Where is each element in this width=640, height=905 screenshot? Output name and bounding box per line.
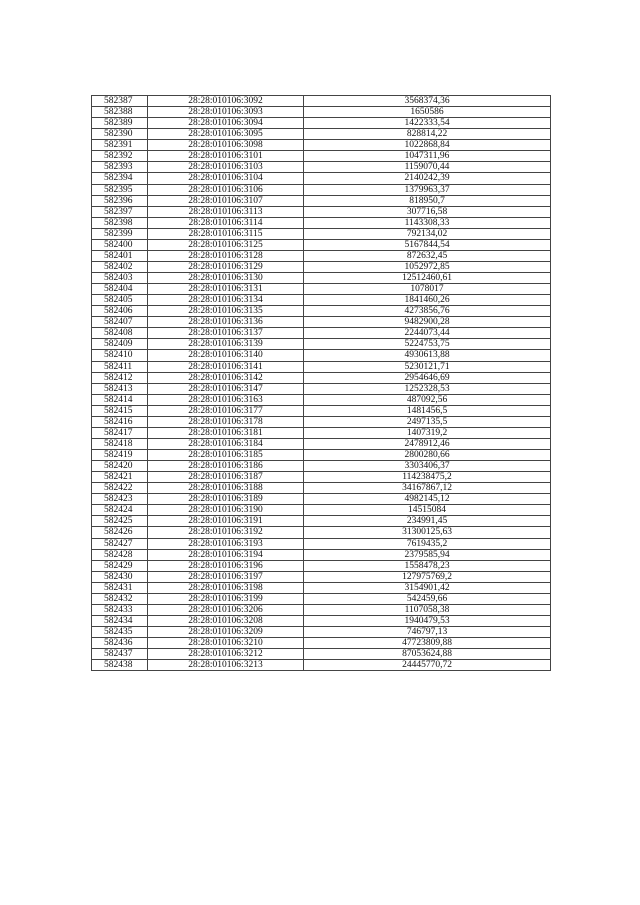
table-row <box>92 649 551 660</box>
cadastral-value-cell: 3154901,42 <box>304 582 551 593</box>
table-row <box>92 450 551 461</box>
cadastral-value-cell: 1481456,5 <box>304 405 551 416</box>
cadastral-value-cell: 4273856,76 <box>304 306 551 317</box>
cadastral-number-cell: 28:28:010106:3094 <box>148 118 304 129</box>
cadastral-value-cell: 3568374,36 <box>304 96 551 107</box>
row-number-cell: 582394 <box>92 173 148 184</box>
row-number-cell: 582406 <box>92 306 148 317</box>
cadastral-number-cell: 28:28:010106:3128 <box>148 250 304 261</box>
cadastral-value-cell: 12512460,61 <box>304 273 551 284</box>
table-row <box>92 638 551 649</box>
table-row <box>92 184 551 195</box>
row-number-cell: 582414 <box>92 394 148 405</box>
table-row <box>92 615 551 626</box>
table-row <box>92 516 551 527</box>
table-row <box>92 483 551 494</box>
cadastral-number-cell: 28:28:010106:3213 <box>148 660 304 671</box>
cadastral-number-cell: 28:28:010106:3194 <box>148 549 304 560</box>
cadastral-number-cell: 28:28:010106:3181 <box>148 427 304 438</box>
cadastral-number-cell: 28:28:010106:3142 <box>148 372 304 383</box>
row-number-cell: 582424 <box>92 505 148 516</box>
cadastral-number-cell: 28:28:010106:3101 <box>148 151 304 162</box>
row-number-cell: 582393 <box>92 162 148 173</box>
cadastral-number-cell: 28:28:010106:3191 <box>148 516 304 527</box>
table-row <box>92 571 551 582</box>
table-row <box>92 416 551 427</box>
row-number-cell: 582421 <box>92 472 148 483</box>
table-row <box>92 317 551 328</box>
cadastral-value-cell: 2140242,39 <box>304 173 551 184</box>
cadastral-value-cell: 542459,66 <box>304 593 551 604</box>
table-row <box>92 427 551 438</box>
row-number-cell: 582395 <box>92 184 148 195</box>
cadastral-number-cell: 28:28:010106:3113 <box>148 206 304 217</box>
cadastral-value-cell: 828814,22 <box>304 129 551 140</box>
row-number-cell: 582389 <box>92 118 148 129</box>
cadastral-value-cell: 14515084 <box>304 505 551 516</box>
row-number-cell: 582402 <box>92 261 148 272</box>
table-row <box>92 239 551 250</box>
row-number-cell: 582399 <box>92 228 148 239</box>
table-row <box>92 383 551 394</box>
cadastral-number-cell: 28:28:010106:3210 <box>148 638 304 649</box>
cadastral-value-cell: 746797,13 <box>304 627 551 638</box>
table-row <box>92 217 551 228</box>
cadastral-value-cell: 1841460,26 <box>304 295 551 306</box>
cadastral-number-cell: 28:28:010106:3212 <box>148 649 304 660</box>
cadastral-number-cell: 28:28:010106:3186 <box>148 461 304 472</box>
cadastral-value-cell: 1379963,37 <box>304 184 551 195</box>
cadastral-number-cell: 28:28:010106:3107 <box>148 195 304 206</box>
table-row <box>92 549 551 560</box>
table-row <box>92 284 551 295</box>
row-number-cell: 582416 <box>92 416 148 427</box>
row-number-cell: 582408 <box>92 328 148 339</box>
row-number-cell: 582404 <box>92 284 148 295</box>
cadastral-number-cell: 28:28:010106:3163 <box>148 394 304 405</box>
cadastral-number-cell: 28:28:010106:3106 <box>148 184 304 195</box>
cadastral-value-cell: 47723809,88 <box>304 638 551 649</box>
table-row <box>92 660 551 671</box>
row-number-cell: 582403 <box>92 273 148 284</box>
cadastral-number-cell: 28:28:010106:3178 <box>148 416 304 427</box>
row-number-cell: 582410 <box>92 350 148 361</box>
cadastral-number-cell: 28:28:010106:3103 <box>148 162 304 173</box>
cadastral-number-cell: 28:28:010106:3092 <box>148 96 304 107</box>
cadastral-number-cell: 28:28:010106:3208 <box>148 615 304 626</box>
row-number-cell: 582420 <box>92 461 148 472</box>
row-number-cell: 582417 <box>92 427 148 438</box>
cadastral-number-cell: 28:28:010106:3130 <box>148 273 304 284</box>
cadastral-value-cell: 1252328,53 <box>304 383 551 394</box>
row-number-cell: 582398 <box>92 217 148 228</box>
row-number-cell: 582438 <box>92 660 148 671</box>
cadastral-value-cell: 2478912,46 <box>304 438 551 449</box>
cadastral-number-cell: 28:28:010106:3136 <box>148 317 304 328</box>
row-number-cell: 582412 <box>92 372 148 383</box>
table-row <box>92 107 551 118</box>
cadastral-value-cell: 307716,58 <box>304 206 551 217</box>
cadastral-value-cell: 792134,02 <box>304 228 551 239</box>
row-number-cell: 582436 <box>92 638 148 649</box>
cadastral-number-cell: 28:28:010106:3187 <box>148 472 304 483</box>
cadastral-number-cell: 28:28:010106:3188 <box>148 483 304 494</box>
cadastral-value-cell: 2954646,69 <box>304 372 551 383</box>
cadastral-value-cell: 1047311,96 <box>304 151 551 162</box>
cadastral-number-cell: 28:28:010106:3115 <box>148 228 304 239</box>
cadastral-value-cell: 1052972,85 <box>304 261 551 272</box>
cadastral-value-cell: 1107058,38 <box>304 604 551 615</box>
cadastral-number-cell: 28:28:010106:3185 <box>148 450 304 461</box>
cadastral-value-cell: 3303406,37 <box>304 461 551 472</box>
cadastral-value-cell: 114238475,2 <box>304 472 551 483</box>
row-number-cell: 582390 <box>92 129 148 140</box>
table-row <box>92 96 551 107</box>
table-row <box>92 350 551 361</box>
row-number-cell: 582415 <box>92 405 148 416</box>
cadastral-number-cell: 28:28:010106:3189 <box>148 494 304 505</box>
cadastral-value-cell: 818950,7 <box>304 195 551 206</box>
table-row <box>92 505 551 516</box>
table-row <box>92 273 551 284</box>
cadastral-number-cell: 28:28:010106:3198 <box>148 582 304 593</box>
table-row <box>92 306 551 317</box>
cadastral-value-cell: 1022868,84 <box>304 140 551 151</box>
cadastral-value-cell: 4982145,12 <box>304 494 551 505</box>
row-number-cell: 582427 <box>92 538 148 549</box>
table-row <box>92 593 551 604</box>
table-row <box>92 250 551 261</box>
row-number-cell: 582409 <box>92 339 148 350</box>
table-row <box>92 582 551 593</box>
row-number-cell: 582397 <box>92 206 148 217</box>
table-row <box>92 151 551 162</box>
table-row <box>92 195 551 206</box>
table-row <box>92 560 551 571</box>
table-row <box>92 472 551 483</box>
cadastral-value-cell: 34167867,12 <box>304 483 551 494</box>
table-row <box>92 162 551 173</box>
row-number-cell: 582432 <box>92 593 148 604</box>
cadastral-number-cell: 28:28:010106:3137 <box>148 328 304 339</box>
row-number-cell: 582396 <box>92 195 148 206</box>
cadastral-value-cell: 2497135,5 <box>304 416 551 427</box>
row-number-cell: 582425 <box>92 516 148 527</box>
cadastral-value-cell: 2244073,44 <box>304 328 551 339</box>
table-row <box>92 527 551 538</box>
cadastral-number-cell: 28:28:010106:3199 <box>148 593 304 604</box>
cadastral-number-cell: 28:28:010106:3196 <box>148 560 304 571</box>
row-number-cell: 582431 <box>92 582 148 593</box>
table-row <box>92 328 551 339</box>
row-number-cell: 582388 <box>92 107 148 118</box>
row-number-cell: 582392 <box>92 151 148 162</box>
cadastral-value-cell: 7619435,2 <box>304 538 551 549</box>
cadastral-number-cell: 28:28:010106:3206 <box>148 604 304 615</box>
row-number-cell: 582407 <box>92 317 148 328</box>
row-number-cell: 582419 <box>92 450 148 461</box>
cadastral-number-cell: 28:28:010106:3129 <box>148 261 304 272</box>
cadastral-value-cell: 31300125,63 <box>304 527 551 538</box>
cadastral-number-cell: 28:28:010106:3134 <box>148 295 304 306</box>
row-number-cell: 582423 <box>92 494 148 505</box>
cadastral-number-cell: 28:28:010106:3197 <box>148 571 304 582</box>
row-number-cell: 582391 <box>92 140 148 151</box>
table-row <box>92 405 551 416</box>
table-row <box>92 129 551 140</box>
table-row <box>92 604 551 615</box>
row-number-cell: 582437 <box>92 649 148 660</box>
row-number-cell: 582387 <box>92 96 148 107</box>
cadastral-value-cell: 1078017 <box>304 284 551 295</box>
cadastral-number-cell: 28:28:010106:3125 <box>148 239 304 250</box>
cadastral-number-cell: 28:28:010106:3131 <box>148 284 304 295</box>
table-row <box>92 394 551 405</box>
row-number-cell: 582401 <box>92 250 148 261</box>
cadastral-value-cell: 872632,45 <box>304 250 551 261</box>
cadastral-value-cell: 2800280,66 <box>304 450 551 461</box>
cadastral-number-cell: 28:28:010106:3114 <box>148 217 304 228</box>
cadastral-value-cell: 1159070,44 <box>304 162 551 173</box>
table-row <box>92 173 551 184</box>
row-number-cell: 582422 <box>92 483 148 494</box>
row-number-cell: 582426 <box>92 527 148 538</box>
table-row <box>92 228 551 239</box>
cadastral-value-cell: 1558478,23 <box>304 560 551 571</box>
row-number-cell: 582418 <box>92 438 148 449</box>
cadastral-number-cell: 28:28:010106:3139 <box>148 339 304 350</box>
table-row <box>92 461 551 472</box>
cadastral-number-cell: 28:28:010106:3184 <box>148 438 304 449</box>
cadastral-value-cell: 4930613,88 <box>304 350 551 361</box>
cadastral-number-cell: 28:28:010106:3193 <box>148 538 304 549</box>
table-row <box>92 627 551 638</box>
cadastral-number-cell: 28:28:010106:3177 <box>148 405 304 416</box>
cadastral-number-cell: 28:28:010106:3093 <box>148 107 304 118</box>
row-number-cell: 582429 <box>92 560 148 571</box>
table-row <box>92 372 551 383</box>
row-number-cell: 582433 <box>92 604 148 615</box>
cadastral-value-cell: 5224753,75 <box>304 339 551 350</box>
table-row <box>92 140 551 151</box>
cadastral-value-cell: 1143308,33 <box>304 217 551 228</box>
table-body <box>92 96 551 671</box>
cadastral-value-cell: 9482900,28 <box>304 317 551 328</box>
cadastral-value-cell: 2379585,94 <box>304 549 551 560</box>
cadastral-number-cell: 28:28:010106:3147 <box>148 383 304 394</box>
cadastral-number-cell: 28:28:010106:3209 <box>148 627 304 638</box>
row-number-cell: 582434 <box>92 615 148 626</box>
cadastral-number-cell: 28:28:010106:3192 <box>148 527 304 538</box>
cadastral-value-cell: 24445770,72 <box>304 660 551 671</box>
table-row <box>92 206 551 217</box>
cadastral-value-cell: 487092,56 <box>304 394 551 405</box>
row-number-cell: 582411 <box>92 361 148 372</box>
table-row <box>92 538 551 549</box>
table-row <box>92 295 551 306</box>
table-row <box>92 494 551 505</box>
cadastral-value-cell: 5167844,54 <box>304 239 551 250</box>
cadastral-value-table <box>91 95 551 671</box>
cadastral-value-cell: 87053624,88 <box>304 649 551 660</box>
cadastral-number-cell: 28:28:010106:3135 <box>148 306 304 317</box>
table-row <box>92 118 551 129</box>
row-number-cell: 582405 <box>92 295 148 306</box>
row-number-cell: 582400 <box>92 239 148 250</box>
cadastral-number-cell: 28:28:010106:3140 <box>148 350 304 361</box>
cadastral-number-cell: 28:28:010106:3190 <box>148 505 304 516</box>
cadastral-value-cell: 234991,45 <box>304 516 551 527</box>
table-row <box>92 339 551 350</box>
cadastral-number-cell: 28:28:010106:3098 <box>148 140 304 151</box>
table-row <box>92 261 551 272</box>
cadastral-value-cell: 1422333,54 <box>304 118 551 129</box>
row-number-cell: 582435 <box>92 627 148 638</box>
row-number-cell: 582413 <box>92 383 148 394</box>
cadastral-number-cell: 28:28:010106:3095 <box>148 129 304 140</box>
table-row <box>92 361 551 372</box>
cadastral-value-cell: 1407319,2 <box>304 427 551 438</box>
row-number-cell: 582428 <box>92 549 148 560</box>
cadastral-value-cell: 5230121,71 <box>304 361 551 372</box>
cadastral-number-cell: 28:28:010106:3104 <box>148 173 304 184</box>
table-row <box>92 438 551 449</box>
cadastral-number-cell: 28:28:010106:3141 <box>148 361 304 372</box>
cadastral-value-cell: 1650586 <box>304 107 551 118</box>
row-number-cell: 582430 <box>92 571 148 582</box>
cadastral-value-cell: 127975769,2 <box>304 571 551 582</box>
cadastral-value-cell: 1940479,53 <box>304 615 551 626</box>
